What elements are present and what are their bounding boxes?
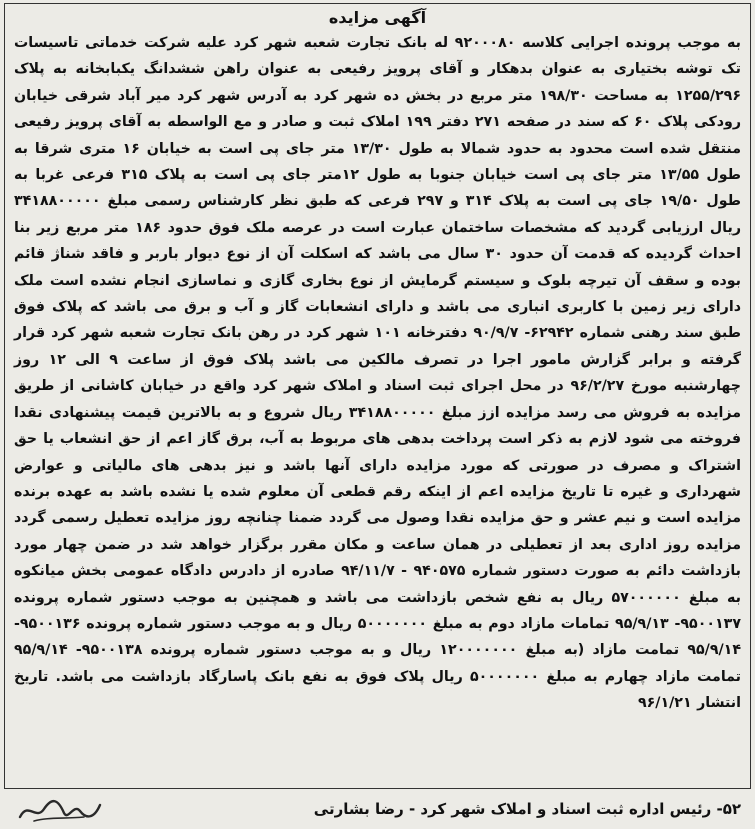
notice-footer bbox=[0, 789, 755, 829]
notice-title: آگهی مزایده bbox=[328, 8, 427, 27]
signatory-line: ۵۲- رئیس اداره ثبت اسناد و املاک شهر کرد - رضا بشارتی bbox=[313, 800, 741, 818]
signature-icon bbox=[14, 791, 104, 827]
notice-body: به موجب پرونده اجرایی کلاسه ۹۲۰۰۰۸۰ له بانک تجارت شعبه شهر کرد علیه شرکت خدماتی تاسیسات تک توشه بختیاری به عنوان بدهکار و آقای پرویز رفیعی به عنوان راهن ششدانگ یکبابخانه به پلاک ۱۲۵۵/۲۹۶ به مساحت ۱۹۸/۳۰ متر مربع در بخش ده شهر کرد به آدرس شهر کرد میر آباد شرقی خیابان رودکی پلاک ۶۰ که سند در صفحه ۲۷۱ دفتر ۱۹۹ املاک ثبت و صادر و مع الواسطه به آقای پرویز رفیعی منتقل شده است محدود به حدود شمالا به طول ۱۳/۳۰ متر جای پی است به خیابان ۱۶ متری شرقا به طول ۱۳/۵۵ متر جای پی است خیابان جنوبا به طول ۱۲متر جای پی است به پلاک ۳۱۵ فرعی غربا به طول ۱۹/۵۰ جای پی است به پلاک ۳۱۴ و ۲۹۷ فرعی که طبق نظر کارشناس رسمی مبلغ ۳۴۱۸۸۰۰۰۰۰ ریال ارزیابی گردید که مشخصات ساختمان عبارت است در عرصه ملک فوق حدود ۱۸۶ متر مربع زیر بنا احداث گردیده که قدمت آن حدود ۳۰ سال می باشد که اسکلت آن از نوع دیوار باربر و فاقد شناژ قائم بوده و سقف آن تیرچه بلوک و سیستم گرمایش از نوع بخاری گازی و نماسازی انجام نشده است ملک دارای زیر زمین با کاربری انباری می باشد و دارای انشعابات گاز و آب و برق می باشد که پلاک فوق طبق سند رهنی شماره ۶۲۹۴۲- ۹۰/۹/۷ دفترخانه ۱۰۱ شهر کرد در رهن بانک تجارت شعبه شهر کرد قرار گرفته و برابر گزارش مامور اجرا در تصرف مالکین می باشد پلاک فوق از ساعت ۹ الی ۱۲ روز چهارشنبه مورخ ۹۶/۲/۲۷ در محل اجرای ثبت اسناد و املاک شهر کرد واقع در خیابان کاشانی از طریق مزایده به فروش می رسد مزایده ازز مبلغ ۳۴۱۸۸۰۰۰۰۰ ریال شروع و به بالاترین قیمت پیشنهادی نقدا فروخته می شود لازم به ذکر است پرداخت بدهی های مربوط به آب، برق گاز اعم از حق انشعاب یا حق اشتراک و مصرف در صورتی که مورد مزایده دارای آنها باشد و نیز بدهی های مالیاتی و عوارض شهرداری و غیره تا تاریخ مزایده اعم از اینکه رقم قطعی آن معلوم شده یا نشده باشد به عهده برنده مزایده است و نیم عشر و حق مزایده نقدا وصول می گردد ضمنا چنانچه روز مزایده تعطیل رسمی گردد مزایده روز اداری بعد از تعطیلی در همان ساعت و مکان مقرر برگزار خواهد شد در ضمن چهار مورد بازداشت دائم به صورت دستور شماره ۹۴۰۵۷۵ - ۹۴/۱۱/۷ صادره از دادرس دادگاه عمومی بخش میانکوه به مبلغ ۵۷۰۰۰۰۰۰ ریال به نفع شخص بازداشت می باشد و همچنین به موجب دستور شماره پرونده ۹۵۰۰۱۳۷- ۹۵/۹/۱۳ تمامات مازاد دوم به مبلغ ۵۰۰۰۰۰۰۰ ریال و به موجب دستور شماره پرونده ۹۵۰۰۱۳۶- ۹۵/۹/۱۴ تمامت مازاد (به مبلغ ۱۲۰۰۰۰۰۰۰ ریال و به موجب دستور شماره پرونده ۹۵۰۰۱۳۸- ۹۵/۹/۱۴ تمامت مازاد چهارم به مبلغ ۵۰۰۰۰۰۰۰ ریال پلاک فوق به نفع بانک پاسارگاد بازداشت می باشد. تاریخ انتشار ۹۶/۱/۲۱ bbox=[14, 35, 742, 712]
